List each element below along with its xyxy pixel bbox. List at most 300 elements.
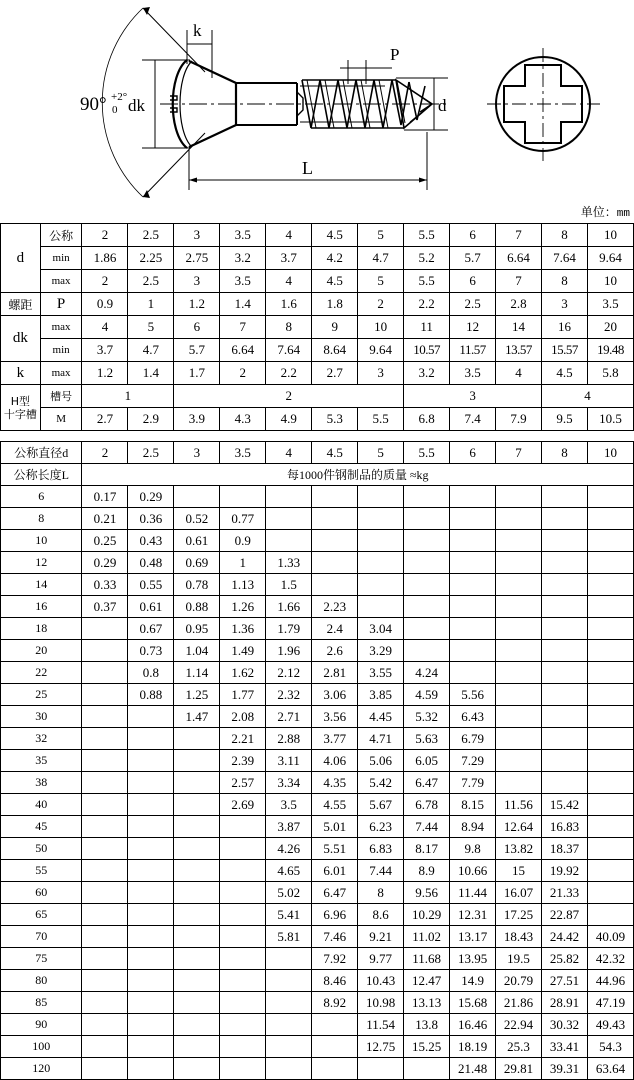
mass-cell [542,662,588,684]
mass-cell: 5.81 [266,926,312,948]
mass-cell: 5.67 [358,794,404,816]
mass-cell [450,552,496,574]
mass-cell: 0.61 [174,530,220,552]
cell-k-max-5: 2.7 [312,362,358,385]
table-row-dk-max [1,316,634,339]
mass-cell: 6.47 [404,772,450,794]
mass-cell: 2.81 [312,662,358,684]
sub-label-nominal: 公称 [40,224,82,247]
h-type-line2: 十字槽 [3,407,37,421]
mass-cell: 15 [496,860,542,882]
mass-cell: 2.21 [220,728,266,750]
mass-cell: 15.68 [450,992,496,1014]
mass-cell: 1.96 [266,640,312,662]
cell-P-11: 3.5 [587,293,633,316]
mass-cell [542,706,588,728]
mass-cell [496,486,542,508]
mass-cell: 25.82 [542,948,588,970]
mass-cell [174,1014,220,1036]
mass-row-length: 85 [1,992,82,1014]
mass-cell [82,728,128,750]
mass-cell: 4.06 [312,750,358,772]
mass-cell: 10.43 [358,970,404,992]
mass-row-length: 22 [1,662,82,684]
spec-table-body [1,224,634,431]
mass-table-row [1,860,634,882]
table-row-k-max [1,362,634,385]
mass-cell: 19.5 [496,948,542,970]
mass-cell [174,904,220,926]
mass-table-row [1,1014,634,1036]
mass-cell [128,816,174,838]
mass-row-length: 35 [1,750,82,772]
mass-cell: 10.66 [450,860,496,882]
mass-cell [542,508,588,530]
mass-row-length: 50 [1,838,82,860]
mass-cell [450,508,496,530]
mass-cell [312,508,358,530]
mass-cell: 4.24 [404,662,450,684]
mass-cell: 21.48 [450,1058,496,1080]
mass-col-head-5: 4.5 [312,442,358,464]
mass-row-length: 60 [1,882,82,904]
mass-cell [404,574,450,596]
cell-k-max-6: 3 [358,362,404,385]
mass-cell [174,794,220,816]
cell-dk-min-7: 10.57 [404,339,450,362]
mass-cell [450,640,496,662]
mass-cell [266,530,312,552]
mass-table-row [1,1036,634,1058]
mass-cell [587,706,633,728]
cell-dk-max-7: 11 [404,316,450,339]
mass-cell: 0.29 [82,552,128,574]
cell-P-10: 3 [542,293,588,316]
mass-cell [542,728,588,750]
mass-cell: 0.95 [174,618,220,640]
mass-row-length: 8 [1,508,82,530]
mass-cell [174,948,220,970]
mass-table-row [1,706,634,728]
mass-row-length: 65 [1,904,82,926]
mass-cell: 1.26 [220,596,266,618]
mass-cell: 1.36 [220,618,266,640]
mass-cell [587,508,633,530]
mass-row-length: 40 [1,794,82,816]
mass-cell: 17.25 [496,904,542,926]
cell-d-min-9: 6.64 [496,247,542,270]
mass-table [0,441,634,1080]
specification-table [0,223,634,431]
mass-cell: 4.26 [266,838,312,860]
mass-table-row [1,882,634,904]
mass-cell [450,530,496,552]
cell-P-6: 2 [358,293,404,316]
cell-k-max-10: 4.5 [542,362,588,385]
mass-cell: 8.17 [404,838,450,860]
mass-cell [128,992,174,1014]
h-type-line1: H型 [10,394,30,408]
mass-cell [128,926,174,948]
mass-col-head-0: 2 [82,442,128,464]
cell-k-max-11: 5.8 [587,362,633,385]
mass-cell [128,772,174,794]
mass-cell [312,574,358,596]
cell-dk-min-10: 15.57 [542,339,588,362]
cell-d-nominal-5: 4.5 [312,224,358,247]
mass-cell: 7.29 [450,750,496,772]
cell-d-max-6: 5 [358,270,404,293]
cell-M-8: 7.4 [450,408,496,431]
mass-cell [82,1036,128,1058]
mass-cell: 40.09 [587,926,633,948]
mass-cell: 0.69 [174,552,220,574]
mass-table-row [1,618,634,640]
mass-row-length: 120 [1,1058,82,1080]
mass-cell [128,970,174,992]
mass-cell: 5.63 [404,728,450,750]
mass-cell [266,1036,312,1058]
mass-cell: 5.51 [312,838,358,860]
mass-cell [266,508,312,530]
mass-row-length: 45 [1,816,82,838]
mass-cell: 10.29 [404,904,450,926]
mass-cell [266,970,312,992]
sub-label-max-d: max [40,270,82,293]
mass-cell [358,552,404,574]
mass-cell: 2.32 [266,684,312,706]
cell-d-max-3: 3.5 [220,270,266,293]
angle-tol-lower: 0 [112,104,118,116]
mass-cell [587,618,633,640]
mass-cell [496,618,542,640]
mass-cell: 12.47 [404,970,450,992]
mass-cell [496,772,542,794]
mass-table-row [1,728,634,750]
mass-cell: 16.46 [450,1014,496,1036]
mass-cell [587,750,633,772]
mass-cell: 12.64 [496,816,542,838]
mass-cell: 24.42 [542,926,588,948]
mass-cell [450,486,496,508]
mass-col-head-1: 2.5 [128,442,174,464]
mass-header-length: 公称长度L [1,464,82,486]
mass-cell [82,662,128,684]
mass-cell [82,640,128,662]
sub-label-slot-number: 槽号 [40,385,82,408]
mass-cell: 3.55 [358,662,404,684]
mass-cell: 9.21 [358,926,404,948]
mass-cell: 1.13 [220,574,266,596]
cell-d-max-0: 2 [82,270,128,293]
cell-d-min-0: 1.86 [82,247,128,270]
mass-col-head-9: 7 [496,442,542,464]
mass-cell: 5.42 [358,772,404,794]
mass-cell [266,1058,312,1080]
mass-cell [174,882,220,904]
mass-cell [82,948,128,970]
mass-cell: 8 [358,882,404,904]
mass-cell [404,596,450,618]
mass-table-row [1,794,634,816]
mass-cell [404,1058,450,1080]
mass-cell: 4.59 [404,684,450,706]
mass-cell [174,1036,220,1058]
mass-cell: 8.6 [358,904,404,926]
mass-cell [404,640,450,662]
mass-row-length: 20 [1,640,82,662]
cone-line-lower [143,133,205,197]
mass-cell [542,772,588,794]
cell-k-max-9: 4 [496,362,542,385]
mass-cell: 3.85 [358,684,404,706]
cell-M-4: 4.9 [266,408,312,431]
mass-cell [174,750,220,772]
mass-cell: 3.06 [312,684,358,706]
mass-col-head-3: 3.5 [220,442,266,464]
mass-cell [220,904,266,926]
cell-d-nominal-7: 5.5 [404,224,450,247]
mass-row-length: 38 [1,772,82,794]
row-label-dk: dk [1,316,41,362]
mass-cell: 4.35 [312,772,358,794]
cell-d-min-5: 4.2 [312,247,358,270]
mass-table-row [1,904,634,926]
mass-table-row [1,926,634,948]
mass-cell: 28.91 [542,992,588,1014]
mass-cell [82,838,128,860]
mass-cell [128,882,174,904]
row-label-k: k [1,362,41,385]
mass-cell: 8.46 [312,970,358,992]
mass-cell: 0.8 [128,662,174,684]
mass-cell [174,728,220,750]
mass-cell: 0.43 [128,530,174,552]
mass-cell: 16.07 [496,882,542,904]
mass-cell [450,574,496,596]
mass-cell: 6.23 [358,816,404,838]
mass-cell: 21.33 [542,882,588,904]
mass-cell [128,1058,174,1080]
cell-P-7: 2.2 [404,293,450,316]
mass-cell [587,552,633,574]
mass-cell: 1.33 [266,552,312,574]
mass-cell: 1.66 [266,596,312,618]
mass-cell [82,882,128,904]
sub-label-max-k: max [40,362,82,385]
row-label-h-type [1,385,41,431]
mass-cell [587,530,633,552]
mass-table-row [1,1058,634,1080]
mass-table-row [1,948,634,970]
mass-cell [450,618,496,640]
cell-k-max-4: 2.2 [266,362,312,385]
mass-row-length: 6 [1,486,82,508]
mass-cell: 3.87 [266,816,312,838]
mass-cell [128,794,174,816]
mass-cell: 6.96 [312,904,358,926]
mass-cell [496,706,542,728]
mass-cell [82,860,128,882]
row-label-d: d [1,224,41,293]
mass-col-head-6: 5 [358,442,404,464]
mass-table-row [1,486,634,508]
mass-cell: 13.82 [496,838,542,860]
mass-cell: 15.42 [542,794,588,816]
mass-cell: 13.95 [450,948,496,970]
mass-header-diameter: 公称直径d [1,442,82,464]
unit-note [0,205,634,223]
mass-cell [358,574,404,596]
mass-cell [82,706,128,728]
mass-cell: 25.3 [496,1036,542,1058]
mass-cell [404,552,450,574]
screw-drawing-svg [0,0,634,205]
mass-cell: 2.12 [266,662,312,684]
mass-cell: 12.75 [358,1036,404,1058]
cell-M-0: 2.7 [82,408,128,431]
L-arrow-left [189,178,197,183]
mass-cell: 3.29 [358,640,404,662]
mass-cell [404,486,450,508]
mass-cell [587,904,633,926]
mass-cell [128,904,174,926]
mass-cell: 0.25 [82,530,128,552]
mass-cell: 42.32 [587,948,633,970]
mass-cell: 54.3 [587,1036,633,1058]
mass-cell: 0.88 [128,684,174,706]
cell-dk-max-6: 10 [358,316,404,339]
mass-table-row [1,662,634,684]
mass-cell [404,530,450,552]
mass-cell [82,794,128,816]
table-row-dk-min [1,339,634,362]
cell-dk-min-11: 19.48 [587,339,633,362]
mass-row-length: 14 [1,574,82,596]
mass-cell [312,1036,358,1058]
mass-cell: 2.08 [220,706,266,728]
mass-row-length: 70 [1,926,82,948]
mass-cell [358,1058,404,1080]
cell-d-max-10: 8 [542,270,588,293]
mass-table-row [1,970,634,992]
cell-slot-group-1: 2 [174,385,404,408]
cell-d-max-5: 4.5 [312,270,358,293]
mass-cell: 11.54 [358,1014,404,1036]
mass-cell [587,596,633,618]
row-label-pitch: 螺距 [1,293,41,316]
sub-label-min-d: min [40,247,82,270]
cell-d-nominal-8: 6 [450,224,496,247]
mass-table-row [1,640,634,662]
mass-cell: 0.61 [128,596,174,618]
mass-cell: 4.45 [358,706,404,728]
mass-cell: 44.96 [587,970,633,992]
mass-cell: 5.06 [358,750,404,772]
mass-cell: 5.32 [404,706,450,728]
mass-cell: 0.36 [128,508,174,530]
mass-cell: 1.5 [266,574,312,596]
cell-d-max-8: 6 [450,270,496,293]
cell-k-max-1: 1.4 [128,362,174,385]
mass-cell: 27.51 [542,970,588,992]
mass-cell: 33.41 [542,1036,588,1058]
mass-col-head-4: 4 [266,442,312,464]
mass-cell [542,750,588,772]
mass-row-length: 16 [1,596,82,618]
mass-cell [312,552,358,574]
cell-dk-max-1: 5 [128,316,174,339]
mass-cell [312,1058,358,1080]
cell-M-7: 6.8 [404,408,450,431]
mass-cell: 6.79 [450,728,496,750]
mass-col-head-11: 10 [587,442,633,464]
mass-cell: 1 [220,552,266,574]
mass-cell [174,992,220,1014]
mass-cell: 11.68 [404,948,450,970]
mass-cell: 8.92 [312,992,358,1014]
mass-cell [128,1036,174,1058]
cell-d-nominal-10: 8 [542,224,588,247]
mass-cell [587,728,633,750]
mass-cell [220,970,266,992]
cell-d-min-6: 4.7 [358,247,404,270]
cell-d-min-11: 9.64 [587,247,633,270]
angle-tol-upper: +2° [111,91,128,103]
cell-P-4: 1.6 [266,293,312,316]
cell-dk-max-8: 12 [450,316,496,339]
mass-cell [496,750,542,772]
mass-cell [358,508,404,530]
mass-cell [220,1014,266,1036]
mass-cell [496,530,542,552]
mass-cell: 7.46 [312,926,358,948]
mass-cell: 12.31 [450,904,496,926]
cell-dk-min-2: 5.7 [174,339,220,362]
mass-cell: 9.56 [404,882,450,904]
mass-cell: 3.34 [266,772,312,794]
cell-d-min-7: 5.2 [404,247,450,270]
mass-table-row [1,816,634,838]
mass-cell [174,926,220,948]
mass-cell: 21.86 [496,992,542,1014]
cell-d-nominal-0: 2 [82,224,128,247]
mass-cell [128,948,174,970]
mass-cell [542,640,588,662]
mass-cell [128,860,174,882]
mass-table-row [1,838,634,860]
mass-cell: 9.77 [358,948,404,970]
L-arrow-right [419,178,427,183]
mass-cell: 1.04 [174,640,220,662]
sub-label-min-dk: min [40,339,82,362]
cell-d-max-7: 5.5 [404,270,450,293]
mass-cell [82,992,128,1014]
mass-cell [542,530,588,552]
cell-d-nominal-11: 10 [587,224,633,247]
mass-cell: 3.04 [358,618,404,640]
mass-cell [358,486,404,508]
cell-d-max-2: 3 [174,270,220,293]
dim-label-dk: dk [128,96,145,115]
cell-d-max-9: 7 [496,270,542,293]
dim-label-P: P [390,45,400,64]
mass-table-row [1,750,634,772]
cell-dk-max-10: 16 [542,316,588,339]
cell-dk-max-0: 4 [82,316,128,339]
technical-drawing [0,0,634,205]
mass-row-length: 30 [1,706,82,728]
